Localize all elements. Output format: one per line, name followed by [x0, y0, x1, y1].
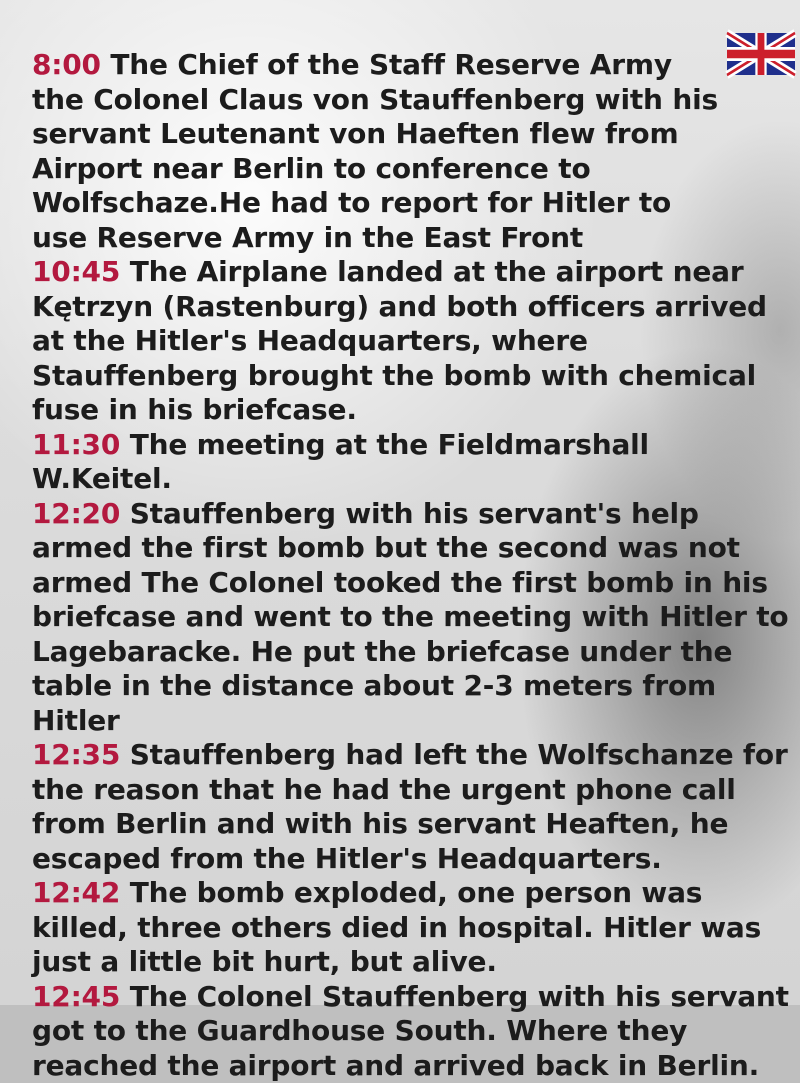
entry-text: The Colonel Stauffenberg with his servant got to the Guardhouse South. Where they reached the airport and arrived back in Berlin.: [32, 980, 789, 1082]
entry-text: The Chief of the Staff Reserve Army the Colonel Claus von Stauffenberg with his servant Leutenant von Haeften flew from Airport near Berlin to conference to Wolfschaze.He had to report for Hitler to use Reserve Army in the East Front: [32, 48, 718, 254]
timeline-entry: [32, 428, 790, 497]
entry-text: The bomb exploded, one person was killed, three others died in hospital. Hitler was just a little bit hurt, but alive.: [32, 876, 761, 978]
entry-text: The meeting at the Fieldmarshall W.Keitel.: [32, 428, 649, 496]
entry-time: 12:45: [32, 980, 120, 1013]
timeline-entry: [32, 980, 790, 1083]
timeline-entry: [32, 497, 790, 739]
entry-text: Stauffenberg had left the Wolfschanze for the reason that he had the urgent phone call from Berlin and with his servant Heaften, he escaped from the Hitler's Headquarters.: [32, 738, 788, 875]
union-jack-icon: [727, 33, 795, 75]
timeline-entry: [32, 876, 790, 980]
timeline-entry: [32, 48, 790, 255]
entry-text: The Airplane landed at the airport near Kętrzyn (Rastenburg) and both officers arrived at the Hitler's Headquarters, where Stauffenberg brought the bomb with chemical fuse in his briefcase.: [32, 255, 767, 426]
entry-time: 10:45: [32, 255, 120, 288]
timeline-entry: [32, 738, 790, 876]
entry-time: 8:00: [32, 48, 101, 81]
entry-time: 11:30: [32, 428, 120, 461]
entry-time: 12:42: [32, 876, 120, 909]
entry-text: Stauffenberg with his servant's help armed the first bomb but the second was not armed The Colonel tooked the first bomb in his briefcase and went to the meeting with Hitler to Lagebaracke. He put the briefcase under the table in the distance about 2-3 meters from Hitler: [32, 497, 788, 737]
entry-time: 12:35: [32, 738, 120, 771]
entry-time: 12:20: [32, 497, 120, 530]
timeline-text: [32, 48, 790, 1083]
timeline-entry: [32, 255, 790, 428]
